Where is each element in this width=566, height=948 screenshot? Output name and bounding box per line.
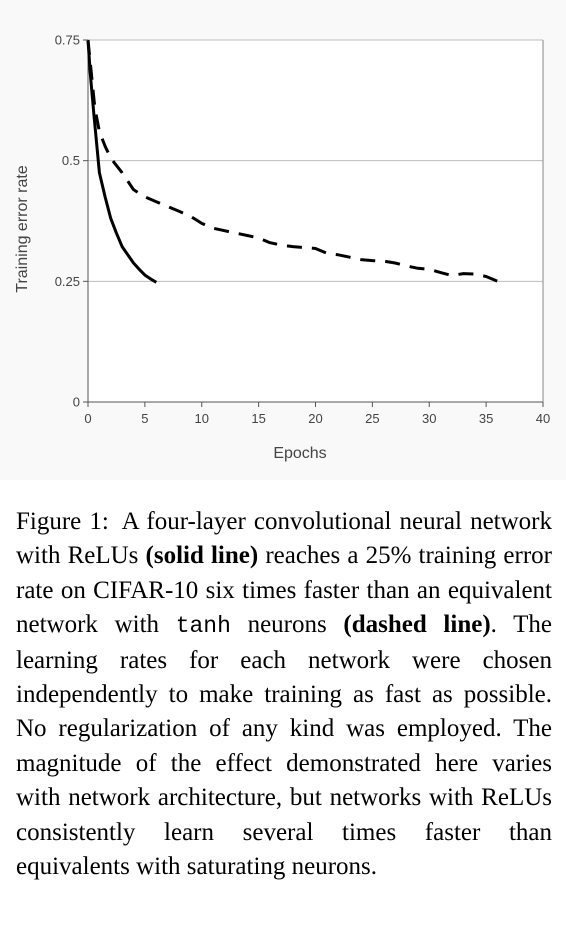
caption-label: Figure 1: bbox=[16, 508, 109, 535]
caption-dashed-line: (dashed line) bbox=[343, 611, 491, 639]
x-tick-label: 40 bbox=[535, 411, 551, 426]
caption-tanh: tanh bbox=[175, 613, 231, 640]
caption-text-1: A four-layer convolutional neural network with ReLUs bbox=[16, 508, 552, 570]
x-tick-label: 25 bbox=[365, 411, 380, 426]
caption-text-2: reaches a 25% training error rate on CIFAR-10 six times faster than an equivalent network with bbox=[16, 542, 552, 639]
y-axis-title: Training error rate bbox=[14, 165, 31, 293]
x-tick-label: 0 bbox=[84, 411, 92, 426]
caption-text-3: neurons bbox=[230, 611, 344, 639]
x-tick-label: 20 bbox=[308, 411, 323, 426]
y-tick-label: 0.75 bbox=[54, 32, 80, 48]
figure-caption bbox=[16, 505, 552, 884]
y-tick-label: 0 bbox=[72, 394, 80, 410]
caption-solid-line: (solid line) bbox=[145, 542, 259, 570]
x-tick-label: 5 bbox=[141, 411, 149, 426]
caption-text-4: . The learning rates for each network were chosen independently to make training as fast as possible. No regularization of any kind was employed. The magnitude of the effect demonstrated here varies with network architecture, but networks with ReLUs consistently learn several times faster than equivalents with saturating neurons. bbox=[16, 611, 552, 881]
x-tick-label: 10 bbox=[194, 411, 209, 426]
x-tick-label: 30 bbox=[422, 411, 437, 426]
y-tick-label: 0.25 bbox=[54, 273, 80, 289]
x-tick-label: 35 bbox=[478, 411, 494, 426]
x-tick-label: 15 bbox=[251, 411, 266, 426]
plot-area bbox=[88, 40, 543, 402]
x-axis-title: Epochs bbox=[273, 445, 327, 462]
y-tick-label: 0.5 bbox=[61, 153, 80, 169]
